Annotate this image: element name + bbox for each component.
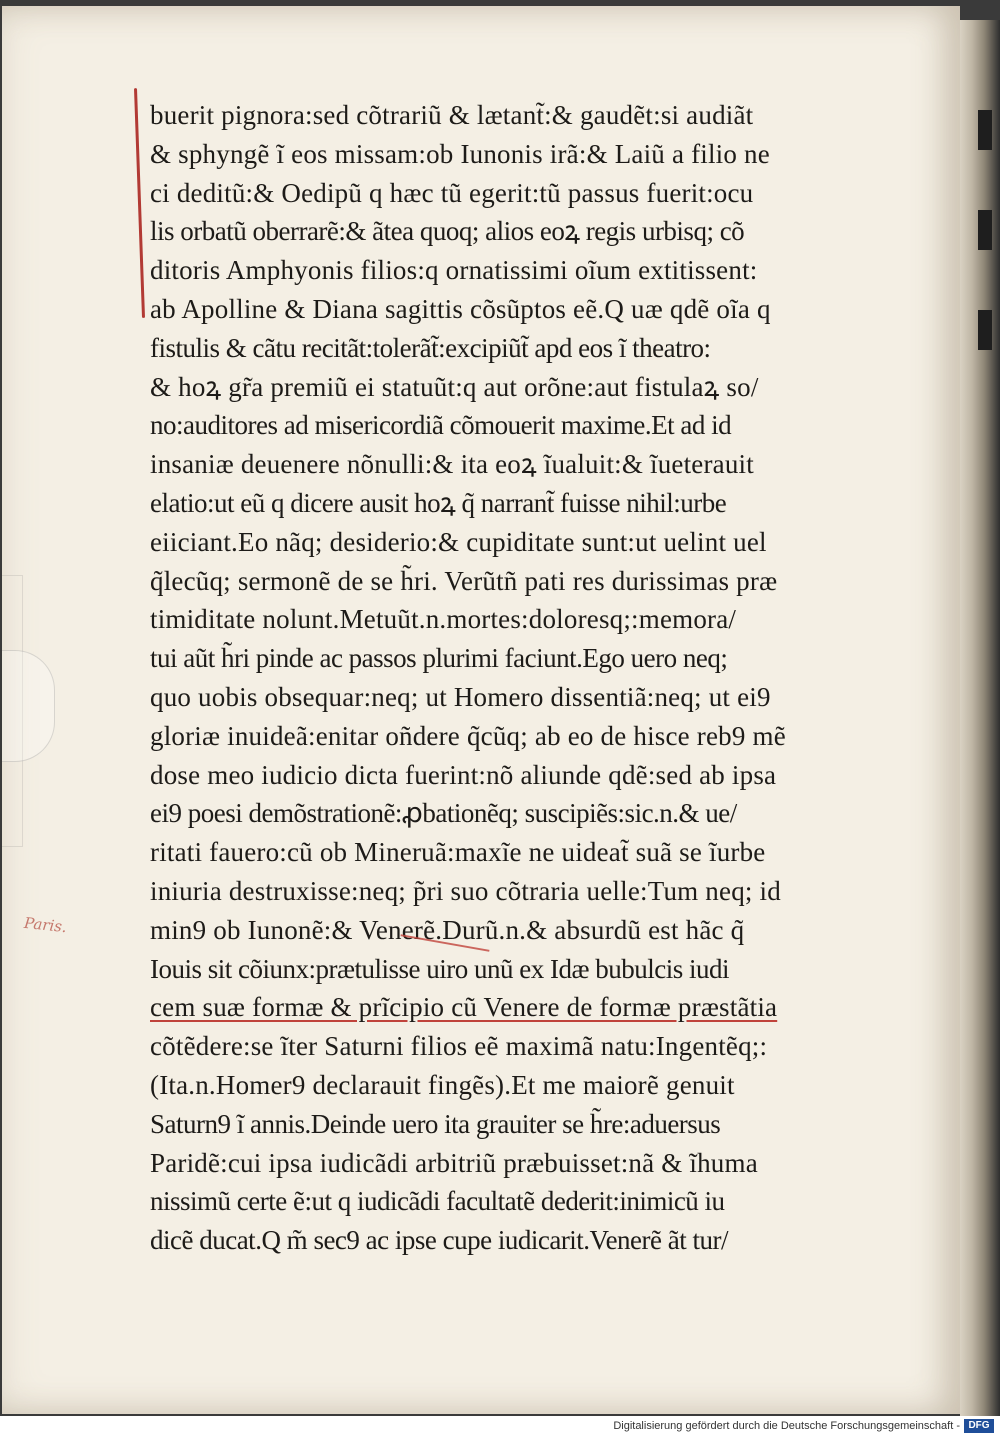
text-line: iniuria destruxisse:neq; p̃ri suo cõtraria uelle:Tum neq; id [150, 875, 781, 906]
text-line: & hoꝝ gr̃a premiũ ei statuũt:q aut orõne:aut fistulaꝝ so/ [150, 371, 759, 402]
printed-text-block [150, 96, 910, 1260]
book-page-edge [960, 20, 1000, 1416]
text-line: fistulis & cãtu recitãt:tolerãt̃:excipiũt̃ apd eos ĩ theatro: [150, 332, 711, 363]
text-line: no:auditores ad misericordiã cõmouerit maxime.Et ad id [150, 410, 732, 441]
text-line: ritati fauero:cũ ob Mineruã:maxĩe ne uideat̃ suã se ĩurbe [150, 837, 766, 868]
text-line: eiiciant.Eo nãq; desiderio:& cupiditate sunt:ut uelint uel [150, 526, 767, 557]
text-line: gloriæ inuideã:enitar oñdere q̃cũq; ab eo de hisce reb9 mẽ [150, 720, 786, 751]
text-line: insaniæ deuenere nõnulli:& ita eoꝝ ĩualuit:& ĩueterauit [150, 449, 754, 480]
text-line: tui aũt h̃ri pinde ac passos plurimi faciunt.Ego uero neq; [150, 643, 728, 674]
text-line-underlined: cem suæ formæ & prĩcipio cũ Venere de formæ præstãtia [150, 992, 778, 1023]
text-line: ab Apolline & Diana sagittis cõsũptos eẽ.Q uæ qdẽ oĩa q [150, 293, 771, 324]
text-line: Paridẽ:cui ipsa iudicãdi arbitriũ præbuisset:nã & ĩhuma [150, 1147, 758, 1178]
text-line: min9 ob Iunonẽ:& Venerẽ.Durũ.n.& absurdũ est hãc q̃ [150, 914, 745, 945]
clip-shadow [2, 650, 55, 762]
text-line: Iouis sit cõiunx:prætulisse uiro unũ ex Idæ bubulcis iudi [150, 953, 729, 984]
footer-credit: Digitalisierung gefördert durch die Deutsche Forschungsgemeinschaft - [613, 1420, 960, 1432]
text-line: elatio:ut eũ q dicere ausit hoꝝ q̃ narrant̃ fuisse nihil:urbe [150, 487, 727, 518]
margin-annotation: Paris. [23, 913, 68, 937]
text-line: dose meo iudicio dicta fuerint:nõ aliunde qdẽ:sed ab ipsa [150, 759, 777, 790]
text-line: lis orbatũ oberrarẽ:& ãtea quoq; alios eoꝝ regis urbisq; cõ [150, 216, 745, 247]
text-line: ei9 poesi demõstrationẽ:ꝓbationẽq; suscipiẽs:sic.n.& ue/ [150, 798, 737, 829]
text-line: ci deditũ:& Oedipũ q hæc tũ egerit:tũ passus fuerit:ocu [150, 177, 754, 208]
text-line: quo uobis obsequar:neq; ut Homero dissentiã:neq; ut ei9 [150, 681, 771, 712]
text-line: nissimũ certe ẽ:ut q iudicãdi facultatẽ dederit:inimicũ iu [150, 1186, 725, 1217]
text-line: Saturn9 ĩ annis.Deinde uero ita grauiter se h̃re:aduersus [150, 1108, 721, 1139]
text-line: q̃lecũq; sermonẽ de se h̃ri. Verũtñ pati res durissimas præ [150, 565, 778, 596]
text-line: cõtẽdere:se ĩter Saturni filios eẽ maximã natu:Ingentẽq;: [150, 1031, 768, 1062]
text-line: ditoris Amphyonis filios:q ornatissimi oĩum extitissent: [150, 255, 758, 286]
text-line: buerit pignora:sed cõtrariũ & lætant̃:& gaudẽt:si audiãt [150, 100, 754, 130]
footer-bar [0, 1416, 1000, 1437]
text-line: & sphyngẽ ĩ eos missam:ob Iunonis irã:& Laiũ a filio ne [150, 138, 770, 169]
text-line: dicẽ ducat.Q m̃ sec9 ac ipse cupe iudicarit.Venerẽ ãt tur/ [150, 1225, 728, 1256]
text-line: timiditate nolunt.Metuũt.n.mortes:doloresq;:memora/ [150, 604, 737, 635]
text-line: (Ita.n.Homer9 declarauit fingẽs).Et me maiorẽ genuit [150, 1069, 735, 1100]
dfg-logo: DFG [964, 1419, 994, 1433]
